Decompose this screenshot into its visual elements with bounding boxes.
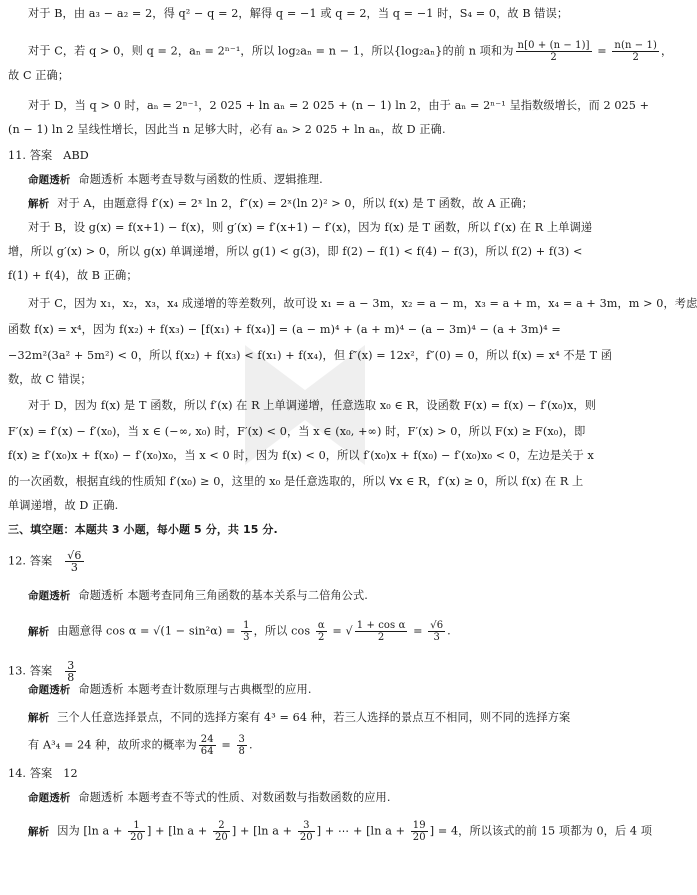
text-line: 对于 D，当 q > 0 时，aₙ = 2ⁿ⁻¹，2 025 + ln aₙ = 2 025 + (n − 1) ln 2，由于 aₙ = 2ⁿ⁻¹ 呈指数级增长，而 2 025 + xyxy=(28,99,650,112)
text-line: (n − 1) ln 2 呈线性增长，因此当 n 足够大时，必有 aₙ > 2 025 + ln aₙ，故 D 正确. xyxy=(8,123,446,136)
text-line: 对于 C，若 q > 0，则 q = 2，aₙ = 2ⁿ⁻¹，所以 log₂aₙ = n − 1，所以{log₂aₙ}的前 n 项和为 $\frac{n[0 + (n - 1)]}{2}$ = $\frac{n(n - 1)}{2}$ ， xyxy=(28,40,673,63)
text-line: 故 C 正确； xyxy=(8,69,70,82)
text-line: 解析 三个人任意选择景点，不同的选择方案有 4³ = 64 种，若三人选择的景点互不相同，则不同的选择方案 xyxy=(28,711,571,724)
text-line: 命题透析 命题透析 本题考查同角三角函数的基本关系与二倍角公式. xyxy=(28,589,368,602)
text-line: 数，故 C 错误； xyxy=(8,373,92,386)
text-line: 对于 D，因为 f(x) 是 T 函数，所以 f′(x) 在 R 上单调递增，任意选取 x₀ ∈ R，设函数 F(x) = f(x) − f′(x₀)x，则 xyxy=(28,399,597,412)
text-line: 命题透析 命题透析 本题考查计数原理与古典概型的应用. xyxy=(28,683,312,696)
text-line: F′(x) = f′(x) − f′(x₀)，当 x ∈ (−∞, x₀) 时，F′(x) < 0，当 x ∈ (x₀, +∞) 时，F′(x) > 0，所以 F(x) ≥ F(x₀)，即 xyxy=(8,425,586,438)
text-line: 命题透析 命题透析 本题考查不等式的性质、对数函数与指数函数的应用. xyxy=(28,791,391,804)
text-line: 对于 B，设 g(x) = f(x+1) − f(x)，则 g′(x) = f′(x+1) − f′(x)，因为 f(x) 是 T 函数，所以 f′(x) 在 R 上单调递 xyxy=(28,221,593,234)
text-line: 单调递增，故 D 正确. xyxy=(8,499,119,512)
answer-line: 12. 答案 $\frac{√6}{3}$ xyxy=(8,549,82,574)
text-line: 对于 B，由 a₃ − a₂ = 2，得 q² − q = 2，解得 q = −1 或 q = 2，当 q = −1 时，S₄ = 0，故 B 错误； xyxy=(28,7,569,20)
answer-line: 11. 答案 ABD xyxy=(8,149,89,162)
text-line: 的一次函数，根据直线的性质知 f′(x₀) ≥ 0，这里的 x₀ 是任意选取的，所以 ∀x ∈ R，f′(x) ≥ 0，所以 f(x) 在 R 上 xyxy=(8,475,584,488)
text-line: f(x) ≥ f′(x₀)x + f(x₀) − f′(x₀)x₀，当 x < 0 时，因为 f(x) < 0，所以 f′(x₀)x + f(x₀) − f′(x₀)x₀ < 0，左边是关于 x xyxy=(8,449,594,462)
section-heading: 三、填空题：本题共 3 小题，每小题 5 分，共 15 分. xyxy=(8,523,278,536)
text-line: 解析 由题意得 cos α = √(1 − sin²α) = $\frac{1}{3}$ ，所以 cos $\frac{\alpha}{2}$ = √ $\frac{\text{1 + cos α}}{2}$ = $\frac{√6}{3}$ . xyxy=(28,620,451,643)
text-line: −32m²(3a² + 5m²) < 0，所以 f(x₂) + f(x₃) < f(x₁) + f(x₄)，但 f″(x) = 12x²，f″(0) = 0，所以 f(x) = x⁴ 不是 T 函 xyxy=(8,349,613,362)
answer-line: 14. 答案 12 xyxy=(8,767,78,780)
text-line: f(1) + f(4)，故 B 正确； xyxy=(8,269,138,282)
text-line: 函数 f(x) = x⁴，因为 f(x₂) + f(x₃) − [f(x₁) + f(x₄)] = (a − m)⁴ + (a + m)⁴ − (a − 3m)⁴ − (a + 3m)⁴ = xyxy=(8,323,561,336)
text-line: 解析 对于 A，由题意得 f′(x) = 2ˣ ln 2，f″(x) = 2ˣ(ln 2)² > 0，所以 f(x) 是 T 函数，故 A 正确； xyxy=(28,197,534,210)
answer-line: 13. 答案 $\frac{3}{8}$ xyxy=(8,659,75,684)
text-line: 有 A³₄ = 24 种，故所求的概率为 $\frac{24}{64}$ = $\frac{3}{8}$ . xyxy=(28,734,253,757)
text-line: 增，所以 g′(x) > 0，所以 g(x) 单调递增，所以 g(1) < g(3)，即 f(2) − f(1) < f(4) − f(3)，所以 f(2) + f(3) < xyxy=(8,245,583,258)
text-line: 解析 因为 [ln a + $\frac{1}{20}$ ] + [ln a + $\frac{2}{20}$ ] + [ln a + $\frac{3}{20}$ ] + ⋯ + [ln a + $\frac{19}{20}$ ] = 4，所以该式的前 15 项都为 0，后 4 项 xyxy=(28,820,653,843)
text-line: 对于 C，因为 x₁，x₂，x₃，x₄ 成递增的等差数列，故可设 x₁ = a − 3m，x₂ = a − m，x₃ = a + m，x₄ = a + 3m，m > 0，考虑 xyxy=(28,297,697,310)
text-line: 命题透析 命题透析 本题考查导数与函数的性质、逻辑推理. xyxy=(28,173,323,186)
